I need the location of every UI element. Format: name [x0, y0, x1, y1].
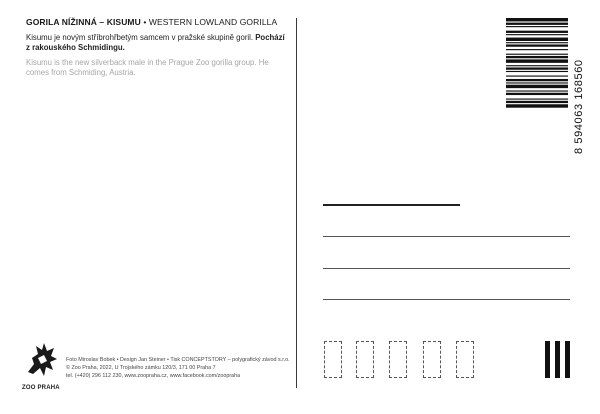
sorting-bars-icon	[545, 341, 571, 378]
address-line-2	[323, 236, 570, 237]
barcode-number: 8 594063 168560	[573, 59, 585, 154]
address-line-4	[323, 299, 570, 300]
credits-line-3: tel. (+420) 296 112 230, www.zoopraha.cz, www.facebook.com/zoopraha	[66, 373, 241, 379]
postcode-box-5	[456, 341, 474, 378]
description-english: Kisumu is the new silverback male in the Prague Zoo gorilla group. He comes from Schmiding, Austria.	[26, 58, 269, 77]
card-divider	[296, 18, 297, 388]
postcode-box-2	[356, 341, 374, 378]
postcode-box-1	[324, 341, 342, 378]
description-czech-text: Kisumu je novým stříbrohřbetým samcem v pražské skupině goril.	[26, 33, 256, 42]
postcode-box-3	[389, 341, 407, 378]
postcode-box-4	[423, 341, 441, 378]
barcode	[506, 16, 588, 156]
card-title	[26, 17, 277, 27]
credits	[66, 356, 296, 380]
description-czech	[26, 33, 288, 53]
description-czech-bold: Pochází z rakouského Schmidingu.	[26, 33, 285, 52]
card-title-english: • WESTERN LOWLAND GORILLA	[140, 17, 278, 27]
credits-line-1: Foto Miroslav Bobek • Design Jan Steiner • Tisk CONCEPTSTORY – polygrafický závod s.r.o.	[66, 357, 290, 363]
zoo-praha-logo-text: ZOO PRAHA	[22, 385, 60, 391]
address-line-3	[323, 268, 570, 269]
credits-line-2: © Zoo Praha, 2022, U Trojského zámku 120/3, 171 00 Praha 7	[66, 365, 216, 371]
card-title-czech: GORILA NÍŽINNÁ – KISUMU	[26, 17, 141, 27]
address-line-1	[323, 204, 460, 206]
zoo-praha-logo-icon	[24, 340, 60, 380]
barcode-bars	[506, 18, 568, 108]
